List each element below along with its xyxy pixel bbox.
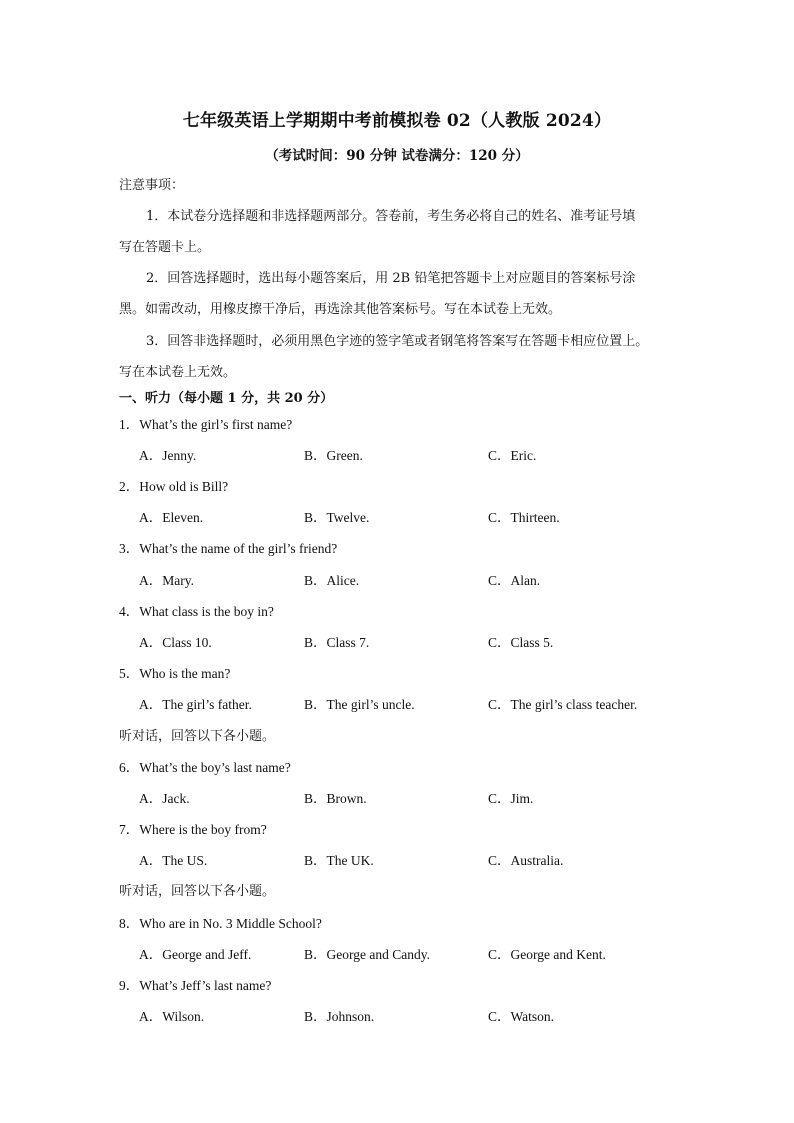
q2-option-c: C．Thirteen. [488,510,560,525]
q9-option-c: C．Watson. [488,1009,555,1024]
q9-option-a: A．Wilson. [139,1009,205,1024]
question-2: 2．How old is Bill? [119,479,229,494]
q7-option-b: B．The UK. [304,853,374,868]
question-3: 3．What’s the name of the girl’s friend? [119,541,338,556]
question-8: 8．Who are in No. 3 Middle School? [119,916,322,931]
question-4: 4．What class is the boy in? [119,604,274,619]
q4-option-a: A．Class 10. [139,635,212,650]
q5-option-a: A．The girl’s father. [139,697,252,712]
notes-heading: 注意事项： [119,178,185,193]
q3-option-b: B．Alice. [304,573,360,588]
question-6: 6．What’s the boy’s last name? [119,760,291,775]
exam-title: 七年级英语上学期期中考前模拟卷 02（人教版 2024） [182,111,612,131]
note-line-6: 写在本试卷上无效。 [119,365,237,380]
note-line-1: 1．本试卷分选择题和非选择题两部分。答卷前，考生务必将自己的姓名、准考证号填 [146,209,636,224]
q6-option-c: C．Jim. [488,791,534,806]
question-1: 1．What’s the girl’s first name? [119,417,293,432]
q6-option-b: B．Brown. [304,791,367,806]
q8-option-b: B．George and Candy. [304,947,430,962]
q2-option-a: A．Eleven. [139,510,204,525]
q2-option-b: B．Twelve. [304,510,370,525]
q4-option-b: B．Class 7. [304,635,370,650]
q9-option-b: B．Johnson. [304,1009,375,1024]
question-5: 5．Who is the man? [119,666,231,681]
q5-option-b: B．The girl’s uncle. [304,697,415,712]
q1-option-b: B．Green. [304,448,363,463]
q1-option-c: C．Eric. [488,448,537,463]
note-line-4: 黑。如需改动，用橡皮擦干净后，再选涂其他答案标号。写在本试卷上无效。 [119,302,562,317]
note-line-3: 2．回答选择题时，选出每小题答案后，用 2B 铅笔把答题卡上对应题目的答案标号涂 [146,271,636,286]
q7-option-c: C．Australia. [488,853,564,868]
listening-instruction-1: 听对话，回答以下各小题。 [119,729,276,744]
section-heading-listening: 一、听力（每小题 1 分，共 20 分） [119,391,334,406]
q3-option-c: C．Alan. [488,573,541,588]
question-7: 7．Where is the boy from? [119,822,267,837]
q7-option-a: A．The US. [139,853,208,868]
note-line-2: 写在答题卡上。 [119,240,211,255]
q1-option-a: A．Jenny. [139,448,197,463]
q4-option-c: C．Class 5. [488,635,554,650]
question-9: 9．What’s Jeff’s last name? [119,978,272,993]
q5-option-c: C．The girl’s class teacher. [488,697,638,712]
q6-option-a: A．Jack. [139,791,190,806]
q8-option-c: C．George and Kent. [488,947,606,962]
note-line-5: 3．回答非选择题时，必须用黑色字迹的签字笔或者钢笔将答案写在答题卡相应位置上。 [146,334,649,349]
exam-subtitle: （考试时间：90 分钟 试卷满分：120 分） [265,148,529,164]
listening-instruction-2: 听对话，回答以下各小题。 [119,884,276,899]
q8-option-a: A．George and Jeff. [139,947,252,962]
q3-option-a: A．Mary. [139,573,194,588]
